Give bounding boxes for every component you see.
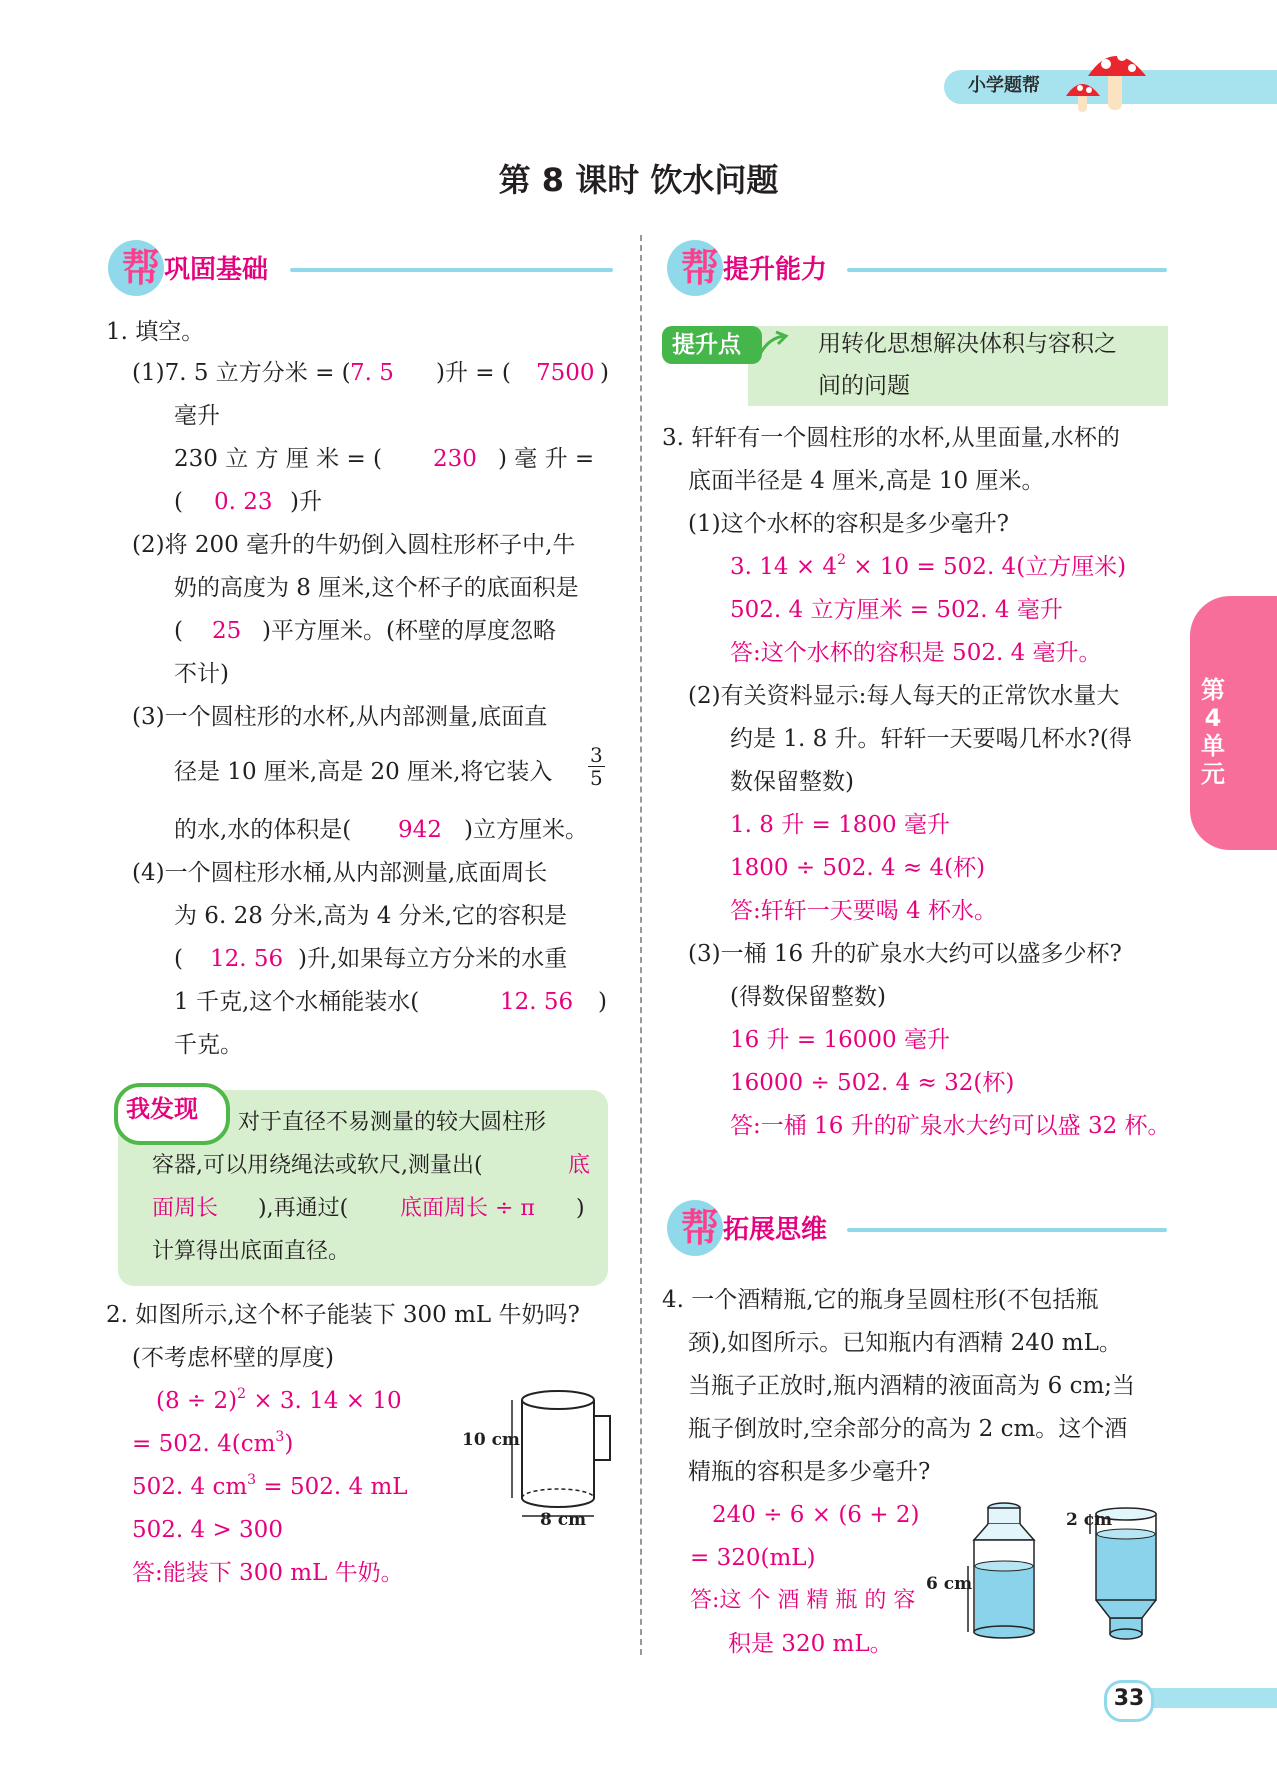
text: )立方厘米。	[464, 817, 588, 843]
page-title: 第 8 课时 饮水问题	[498, 161, 779, 199]
answer: 3. $14 \times 4^2 \times 10 = 502$. 4(立方厘米)	[730, 552, 1127, 580]
q1-p3-line1: (3)一个圆柱形的水杯,从内部测量,底面直	[132, 704, 548, 730]
text: 的水,水的体积是(	[174, 817, 352, 843]
answer: 16 升 = 16000 毫升	[730, 1027, 950, 1053]
section-line	[847, 1228, 1167, 1232]
answer: 答:这 个 酒 精 瓶 的 容	[690, 1588, 916, 1613]
column-divider	[640, 235, 642, 1655]
text: 瓶子倒放时,空余部分的高为 2 cm。这个酒	[688, 1416, 1128, 1442]
text: 毫升	[174, 403, 220, 429]
bottle-empty-height-label: 2 cm	[1066, 1510, 1113, 1530]
answer: 积是 320 mL。	[728, 1631, 893, 1657]
bottle-liquid-height-label: 6 cm	[926, 1574, 973, 1594]
text: 计算得出底面直径。	[152, 1239, 351, 1264]
text: (	[174, 489, 183, 515]
unit-tab-label: 第4单元	[1201, 676, 1225, 788]
text: (1)这个水杯的容积是多少毫升?	[688, 511, 1009, 537]
text: )	[600, 360, 609, 386]
text: (	[174, 946, 183, 972]
answer: 1800 ÷ 502. 4 ≈ 4(杯)	[730, 855, 986, 881]
section-label: 提升能力	[723, 255, 828, 285]
answer: 230	[433, 446, 477, 472]
q4-line1: 4. 一个酒精瓶,它的瓶身呈圆柱形(不包括瓶	[662, 1287, 1099, 1313]
text: 为 6. 28 分米,高为 4 分米,它的容积是	[174, 903, 568, 929]
mushroom-icon	[1060, 42, 1150, 114]
answer: 答:能装下 300 mL 牛奶。	[132, 1560, 404, 1586]
answer: = 502. $4(cm^3)$	[132, 1429, 294, 1457]
text: (不考虑杯壁的厚度)	[132, 1345, 334, 1371]
text: 约是 1. 8 升。轩轩一天要喝几杯水?(得	[730, 726, 1132, 752]
tip-text-line1: 用转化思想解决体积与容积之	[818, 331, 1117, 357]
page-number: 33	[1113, 1686, 1145, 1711]
text: )升,如果每立方分米的水重	[298, 946, 568, 972]
answer: 答:一桶 16 升的矿泉水大约可以盛 32 杯。	[730, 1113, 1171, 1139]
tip-badge-label: 提升点	[672, 332, 741, 358]
q1-heading: 1. 填空。	[106, 319, 205, 345]
answer: 502. 4 > 300	[132, 1517, 283, 1543]
bang-icon: 帮	[681, 1206, 720, 1250]
text: 不计)	[174, 661, 229, 687]
text: 千克。	[174, 1032, 243, 1058]
brand-name: 小学题帮	[968, 75, 1040, 96]
text: )平方厘米。(杯壁的厚度忽略	[262, 618, 556, 644]
section-line	[847, 268, 1167, 272]
q3-line1: 3. 轩轩有一个圆柱形的水杯,从里面量,水杯的	[662, 425, 1120, 451]
answer: 7500	[536, 360, 595, 386]
answer: 502. 4 立方厘米 = 502. 4 毫升	[730, 597, 1063, 623]
fraction-denominator: 5	[590, 766, 603, 790]
discovery-badge-label: 我发现	[126, 1095, 198, 1123]
q2-line1: 2. 如图所示,这个杯子能装下 300 mL 牛奶吗?	[106, 1302, 580, 1328]
answer: 答:轩轩一天要喝 4 杯水。	[730, 898, 998, 924]
text: 精瓶的容积是多少毫升?	[688, 1459, 931, 1485]
section-header-extend	[667, 1200, 1167, 1260]
answer: 240 ÷ 6 × (6 + 2)	[712, 1502, 920, 1528]
answer: 12. 56	[500, 989, 574, 1015]
fraction-numerator: 3	[590, 743, 603, 767]
text: 1 千克,这个水桶能装水(	[174, 989, 420, 1015]
text: )	[598, 989, 607, 1015]
cup-height-label: 10 cm	[462, 1430, 520, 1450]
answer: 底	[568, 1153, 591, 1178]
text: (得数保留整数)	[730, 984, 886, 1010]
text: (3)一桶 16 升的矿泉水大约可以盛多少杯?	[688, 941, 1122, 967]
answer: 25	[212, 618, 242, 644]
fraction	[588, 744, 605, 789]
q1-p4-line1: (4)一个圆柱形水桶,从内部测量,底面周长	[132, 860, 548, 886]
section-header-basic	[108, 240, 613, 300]
answer: 1. 8 升 = 1800 毫升	[730, 812, 950, 838]
text: 230 立 方 厘 米 = (	[174, 446, 383, 472]
text: 当瓶子正放时,瓶内酒精的液面高为 6 cm;当	[688, 1373, 1136, 1399]
answer: 答:这个水杯的容积是 502. 4 毫升。	[730, 640, 1102, 666]
q1-p1-line1: (1)7. 5 立方分米 = (	[132, 360, 351, 386]
cup-width-label: 8 cm	[540, 1510, 587, 1530]
text: 奶的高度为 8 厘米,这个杯子的底面积是	[174, 575, 579, 601]
text: 底面半径是 4 厘米,高是 10 厘米。	[688, 468, 1045, 494]
answer: 7. 5	[350, 360, 394, 386]
tip-text-line2: 间的问题	[818, 373, 910, 399]
answer: 12. 56	[210, 946, 284, 972]
answer: 942	[398, 817, 442, 843]
q1-p2-line1: (2)将 200 毫升的牛奶倒入圆柱形杯子中,牛	[132, 532, 576, 558]
text: )升 = (	[436, 360, 511, 386]
text: )升	[290, 489, 322, 515]
section-label: 拓展思维	[723, 1215, 828, 1245]
section-line	[290, 268, 613, 272]
text: (2)有关资料显示:每人每天的正常饮水量大	[688, 683, 1120, 709]
answer: 502. 4 $cm^3 = 502$. 4 mL	[132, 1472, 408, 1500]
arrow-icon	[756, 330, 790, 360]
text: 径是 10 厘米,高是 20 厘米,将它装入	[174, 759, 553, 785]
text: ),再通过(	[258, 1196, 349, 1221]
answer: 底面周长 ÷ π	[400, 1196, 535, 1221]
section-header-improve	[667, 240, 1167, 300]
text: 数保留整数)	[730, 769, 854, 795]
answer: = 320(mL)	[690, 1545, 816, 1571]
answer: 16000 ÷ 502. 4 ≈ 32(杯)	[730, 1070, 1015, 1096]
text: 颈),如图所示。已知瓶内有酒精 240 mL。	[688, 1330, 1122, 1356]
text: (	[174, 618, 183, 644]
bang-icon: 帮	[122, 246, 161, 290]
text: )	[576, 1196, 585, 1221]
answer: $(8 \div 2)^2 \times 3$. 14 × 10	[156, 1386, 402, 1414]
text: ) 毫 升 =	[498, 446, 595, 472]
answer: 0. 23	[214, 489, 273, 515]
answer: 面周长	[152, 1196, 219, 1221]
section-label: 巩固基础	[164, 255, 269, 285]
text: 容器,可以用绕绳法或软尺,测量出(	[152, 1153, 483, 1178]
bang-icon: 帮	[681, 246, 720, 290]
text: 对于直径不易测量的较大圆柱形	[238, 1110, 547, 1135]
